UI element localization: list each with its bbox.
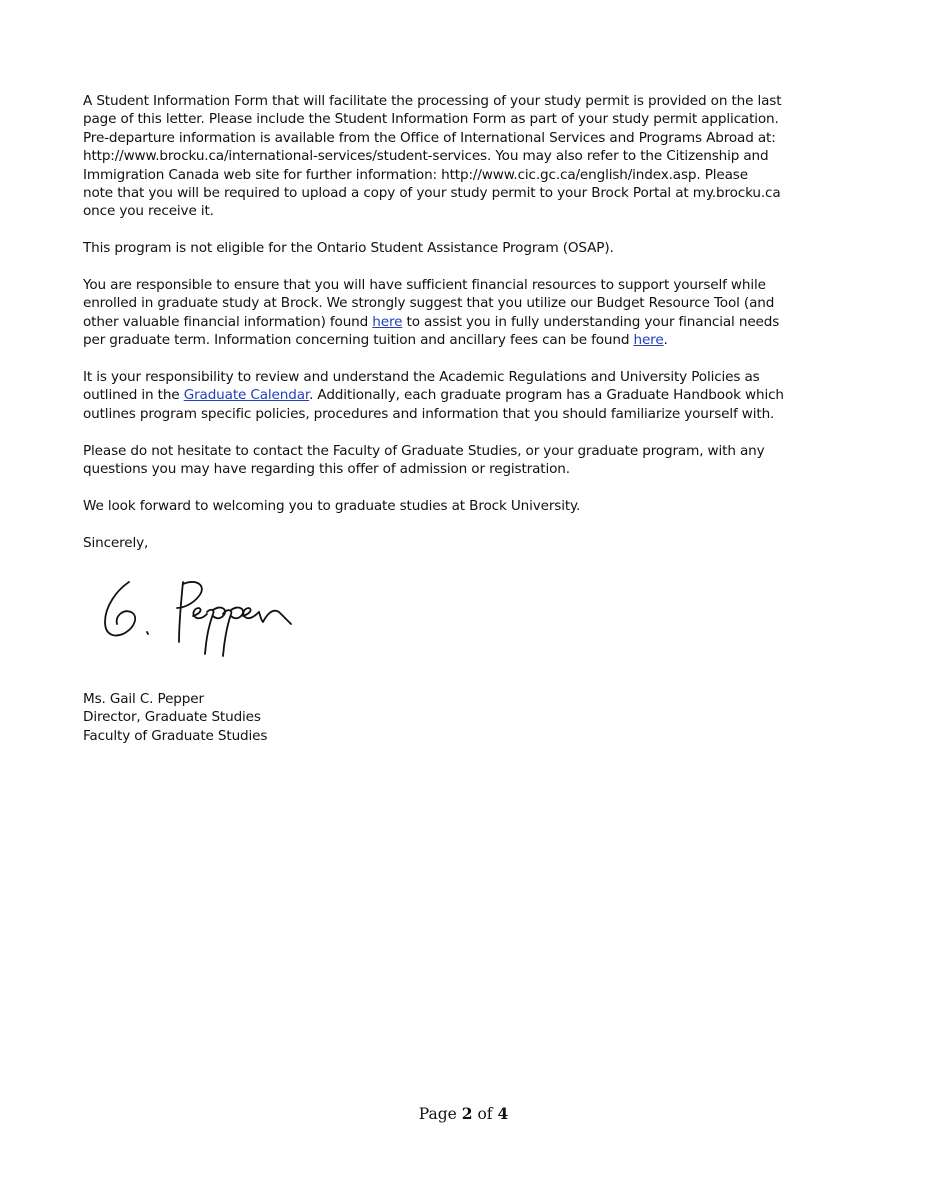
academic-regulations-paragraph bbox=[83, 368, 853, 423]
osap-paragraph bbox=[83, 239, 853, 257]
paragraph-line: Pre-departure information is available from the Office of International Services and Programs Abroad at: bbox=[83, 129, 776, 146]
handwritten-signature bbox=[95, 568, 295, 664]
total-pages: 4 bbox=[497, 1104, 509, 1123]
graduate-calendar-link[interactable]: Graduate Calendar bbox=[183, 387, 310, 404]
text-segment: other valuable financial information) found bbox=[83, 313, 373, 330]
tuition-fees-link[interactable]: here bbox=[633, 332, 664, 349]
page-label: Page bbox=[418, 1105, 457, 1123]
text-segment: . bbox=[663, 332, 668, 349]
paragraph-line: A Student Information Form that will facilitate the processing of your study permit is provided on the last bbox=[83, 93, 782, 109]
paragraph-line: Immigration Canada web site for further information: http://www.cic.gc.ca/english/index.asp. Please bbox=[83, 166, 748, 183]
signature-block bbox=[83, 534, 853, 746]
paragraph-line: page of this letter. Please include the Student Information Form as part of your study permit application. bbox=[83, 111, 779, 128]
closing: Sincerely, bbox=[83, 534, 149, 551]
text-segment: per graduate term. Information concerning tuition and ancillary fees can be found bbox=[83, 332, 634, 349]
welcome-paragraph bbox=[83, 497, 853, 515]
sender-title: Director, Graduate Studies bbox=[83, 709, 261, 726]
study-permit-paragraph bbox=[83, 92, 853, 221]
paragraph-line bbox=[83, 386, 853, 404]
of-label: of bbox=[477, 1105, 493, 1123]
financial-resources-paragraph bbox=[83, 276, 853, 350]
page-number bbox=[0, 1104, 927, 1123]
paragraph-line: once you receive it. bbox=[83, 203, 214, 220]
budget-resource-link[interactable]: here bbox=[372, 313, 403, 330]
paragraph-line: It is your responsibility to review and understand the Academic Regulations and University Policies as bbox=[83, 369, 760, 386]
paragraph-line bbox=[83, 331, 853, 349]
paragraph-line: You are responsible to ensure that you will have sufficient financial resources to support yourself while bbox=[83, 277, 766, 294]
sender-department: Faculty of Graduate Studies bbox=[83, 727, 268, 744]
paragraph-line: We look forward to welcoming you to graduate studies at Brock University. bbox=[83, 497, 581, 514]
text-segment: outlined in the bbox=[83, 387, 184, 404]
paragraph-line: http://www.brocku.ca/international-services/student-services. You may also refer to the Citizenship and bbox=[83, 148, 769, 165]
paragraph-line bbox=[83, 313, 853, 331]
paragraph-line: enrolled in graduate study at Brock. We strongly suggest that you utilize our Budget Resource Tool (and bbox=[83, 295, 775, 312]
text-segment: . Additionally, each graduate program has a Graduate Handbook which bbox=[309, 387, 784, 404]
paragraph-line: Please do not hesitate to contact the Faculty of Graduate Studies, or your graduate program, with any bbox=[83, 442, 765, 459]
paragraph-line: outlines program specific policies, procedures and information that you should familiarize yourself with. bbox=[83, 405, 775, 422]
paragraph-line: This program is not eligible for the Ontario Student Assistance Program (OSAP). bbox=[83, 240, 614, 257]
contact-paragraph bbox=[83, 442, 853, 479]
paragraph-line: note that you will be required to upload a copy of your study permit to your Brock Portal at my.brocku.ca bbox=[83, 185, 781, 202]
sender-name: Ms. Gail C. Pepper bbox=[83, 691, 204, 708]
sender-details bbox=[83, 690, 853, 745]
letter-body bbox=[83, 92, 853, 745]
paragraph-line: questions you may have regarding this offer of admission or registration. bbox=[83, 461, 570, 478]
text-segment: to assist you in fully understanding your financial needs bbox=[402, 313, 780, 330]
current-page: 2 bbox=[461, 1104, 473, 1123]
